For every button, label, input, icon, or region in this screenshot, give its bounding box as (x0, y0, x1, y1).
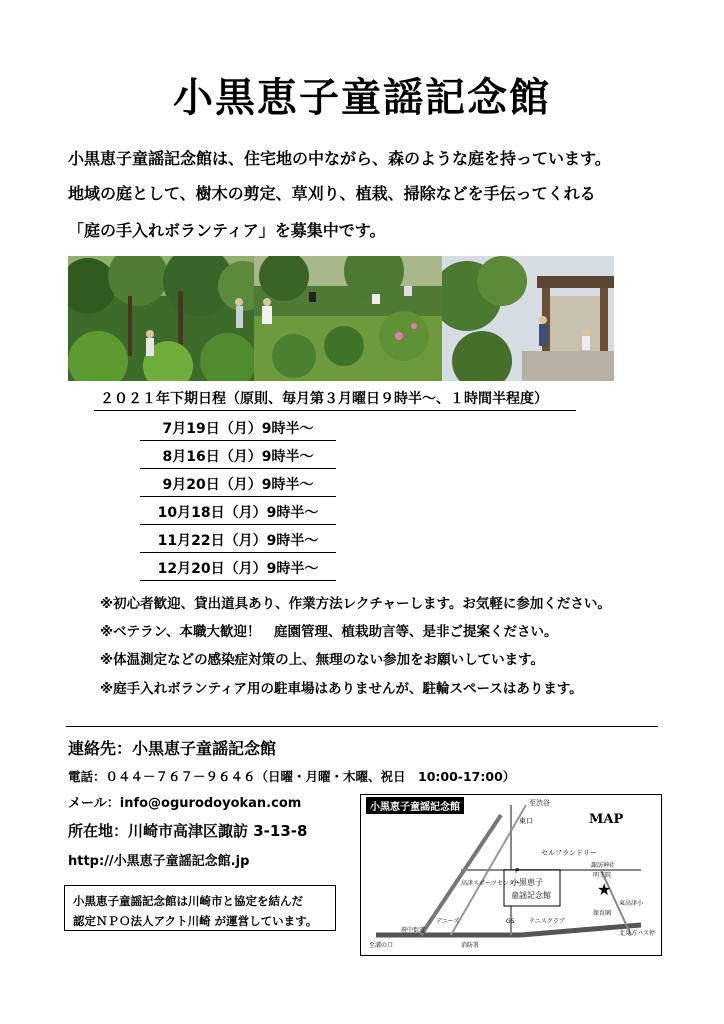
intro-line-2: 地域の庭として、樹木の剪定、草刈り、植栽、掃除などを手伝ってくれる (68, 184, 596, 203)
npo-notice-box (64, 885, 336, 931)
contact-email[interactable]: メール：info@ogurodoyokan.com (68, 796, 302, 811)
map-drawing (361, 795, 661, 955)
schedule-date: 8月16日（月）9時半～ (140, 446, 336, 469)
schedule-date: 12月20日（月）9時半～ (140, 558, 336, 581)
note-beginners: ※初心者歓迎、貸出道具あり、作業方法レクチャーします。お気軽に参加ください。 (100, 596, 611, 612)
map-title-label: 小黒恵子童謡記念館 (366, 797, 464, 814)
map-label-sports: 高津スポーツセンター (461, 880, 521, 887)
npo-line-1: 小黒恵子童謡記念館は川崎市と協定を結んだ (73, 894, 303, 908)
note-infection: ※体温測定などの感染症対策の上、無理のない参加をお願いしています。 (100, 652, 545, 668)
map-label-laundry: セルフランドリー (541, 849, 597, 857)
npo-line-2: 認定ＮＰＯ法人アクト川崎 が運営しています。 (73, 913, 318, 928)
note-parking: ※庭手入れボランティア用の駐車場はありませんが、駐輪スペースはあります。 (100, 681, 583, 697)
map-label-mizonokuchi: 至溝の口 (369, 942, 394, 949)
schedule-date: 7月19日（月）9時半～ (140, 418, 336, 441)
photo-volunteers-slope (254, 256, 442, 381)
contact-heading: 連絡先：小黒恵子童謡記念館 (68, 739, 277, 758)
map-label-suwa: 諏訪神社 (591, 862, 616, 869)
intro-line-3: 「庭の手入れボランティア」を募集中です。 (68, 221, 386, 240)
schedule-heading: ２０２１年下期日程（原則、毎月第３月曜日９時半～、１時間半程度） (94, 388, 576, 411)
intro-line-1: 小黒恵子童謡記念館は、住宅地の中ながら、森のような庭を持っています。 (68, 149, 611, 168)
map-label-higashitakatsu: 東高津小 (619, 900, 644, 907)
map-label-gs: GS (506, 918, 515, 925)
page-title: 小黒恵子童謡記念館 (173, 75, 551, 121)
photo-volunteers-weeding (68, 256, 254, 381)
museum-box (504, 870, 560, 906)
map-label-fire: 消防署 (461, 942, 480, 949)
map-museum-label-1: 小黒恵子 (511, 878, 543, 887)
map-heading: MAP (589, 812, 624, 827)
map-label-dennys: デニーズ (436, 918, 460, 925)
contact-url[interactable]: http://小黒恵子童謡記念館.jp (68, 854, 250, 869)
map-label-higashiguchi: 東口 (519, 817, 533, 825)
contact-address: 所在地：川崎市高津区諏訪 3-13-8 (68, 822, 308, 840)
contact-phone: 電話：０４４－７６７－９６４６（日曜・月曜・木曜、祝日 10:00-17:00） (68, 769, 516, 784)
map-label-meio: 明王院 (593, 872, 612, 879)
map-label-tennis: テニスクラブ (529, 918, 565, 925)
map-label-shibuya: 至渋谷 (529, 799, 550, 807)
schedule-date: 11月22日（月）9時半～ (140, 530, 336, 553)
map-label-nursery: 保育園 (593, 910, 612, 917)
museum-star-icon: ★ (597, 880, 612, 899)
section-divider (66, 726, 658, 727)
schedule-date: 9月20日（月）9時半～ (140, 474, 336, 497)
map-museum-label-2: 童謡記念館 (511, 891, 551, 900)
map-label-parking: P (515, 867, 520, 875)
note-veterans: ※ベテラン、本職大歓迎！ 庭園管理、植栽助言等、是非ご提案ください。 (100, 624, 558, 640)
access-map (360, 794, 662, 956)
photo-gate-sweeping (442, 256, 614, 381)
schedule-date: 10月18日（月）9時半～ (140, 502, 336, 525)
map-label-fuchu: 府中街道 (401, 927, 426, 934)
garden-photos (68, 256, 614, 381)
map-label-bus: 北見方バス停 (619, 930, 656, 937)
